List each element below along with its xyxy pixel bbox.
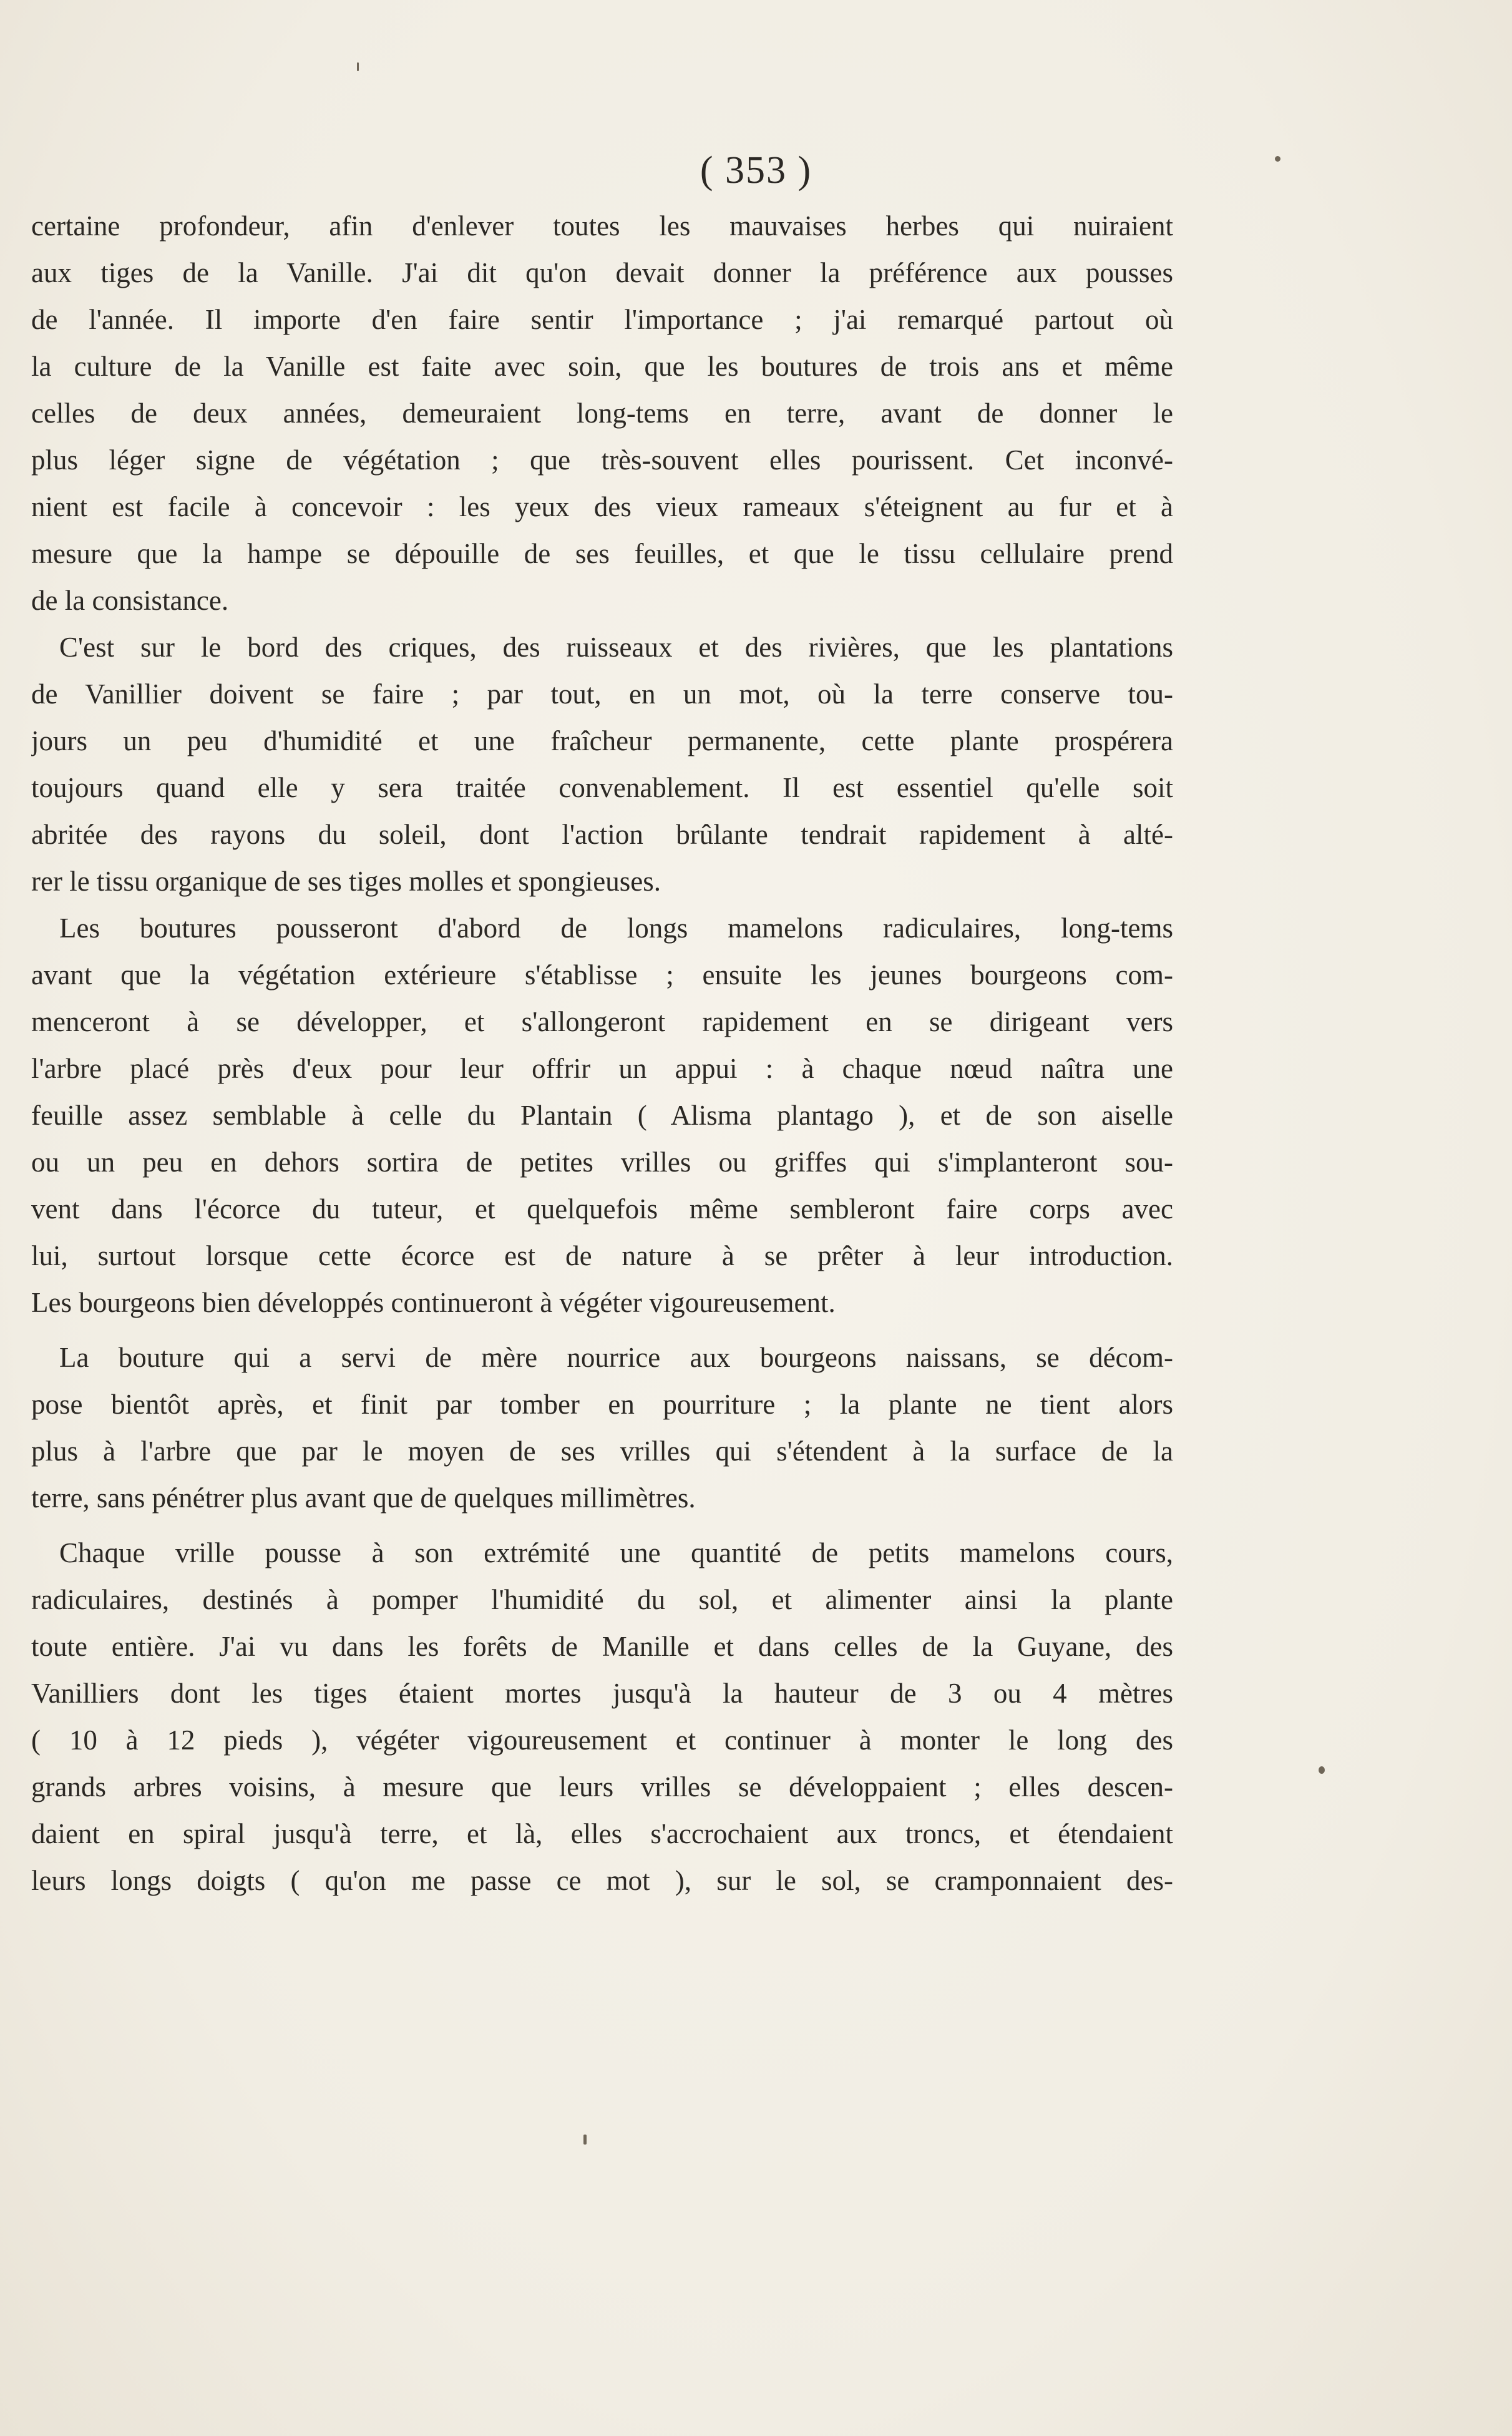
text-line: abritée des rayons du soleil, dont l'action brûlante tendrait rapidement à alté- <box>31 819 1173 850</box>
paragraph <box>31 624 1173 905</box>
text-line: daient en spiral jusqu'à terre, et là, elles s'accrochaient aux troncs, et étendaient <box>31 1818 1173 1849</box>
paper-speck <box>1275 156 1280 162</box>
text-line: plus léger signe de végétation ; que très-souvent elles pourissent. Cet inconvé- <box>31 444 1173 476</box>
text-line: de l'année. Il importe d'en faire sentir l'importance ; j'ai remarqué partout où <box>31 304 1173 335</box>
text-line: C'est sur le bord des criques, des ruisseaux et des rivières, que les plantations <box>59 632 1173 663</box>
text-line: terre, sans pénétrer plus avant que de quelques millimètres. <box>31 1482 696 1514</box>
text-line: nient est facile à concevoir : les yeux des vieux rameaux s'éteignent au fur et à <box>31 491 1173 522</box>
text-line: Chaque vrille pousse à son extrémité une quantité de petits mamelons cours, <box>59 1537 1173 1568</box>
text-line: grands arbres voisins, à mesure que leurs vrilles se développaient ; elles descen- <box>31 1771 1173 1803</box>
page-number: ( 353 ) <box>700 149 812 192</box>
text-line: rer le tissu organique de ses tiges molles et spongieuses. <box>31 866 661 897</box>
paragraph <box>31 905 1173 1326</box>
text-line: leurs longs doigts ( qu'on me passe ce mot ), sur le sol, se cramponnaient des- <box>31 1865 1173 1896</box>
text-line: Les boutures pousseront d'abord de longs mamelons radiculaires, long-tems <box>59 912 1173 944</box>
text-line: Vanilliers dont les tiges étaient mortes jusqu'à la hauteur de 3 ou 4 mètres <box>31 1678 1173 1709</box>
text-line: vent dans l'écorce du tuteur, et quelquefois même sembleront faire corps avec <box>31 1193 1173 1225</box>
text-line: l'arbre placé près d'eux pour leur offrir un appui : à chaque nœud naîtra une <box>31 1053 1173 1084</box>
paragraph <box>31 1334 1173 1522</box>
text-line: de la consistance. <box>31 585 229 616</box>
text-line: avant que la végétation extérieure s'établisse ; ensuite les jeunes bourgeons com- <box>31 959 1173 991</box>
text-line: lui, surtout lorsque cette écorce est de nature à se prêter à leur introduction. <box>31 1240 1173 1271</box>
paragraph <box>31 1530 1173 1904</box>
text-line: toute entière. J'ai vu dans les forêts de Manille et dans celles de la Guyane, des <box>31 1631 1173 1662</box>
paper-speck <box>583 2135 587 2145</box>
text-line: feuille assez semblable à celle du Plantain ( Alisma plantago ), et de son aiselle <box>31 1100 1173 1131</box>
text-line: menceront à se développer, et s'allongeront rapidement en se dirigeant vers <box>31 1006 1173 1037</box>
text-line: La bouture qui a servi de mère nourrice aux bourgeons naissans, se décom- <box>59 1342 1173 1373</box>
text-line: jours un peu d'humidité et une fraîcheur permanente, cette plante prospérera <box>31 725 1173 756</box>
text-line: pose bientôt après, et finit par tomber en pourriture ; la plante ne tient alors <box>31 1389 1173 1420</box>
paper-speck <box>357 62 359 71</box>
text-line: la culture de la Vanille est faite avec soin, que les boutures de trois ans et même <box>31 351 1173 382</box>
text-line: certaine profondeur, afin d'enlever toutes les mauvaises herbes qui nuiraient <box>31 210 1173 242</box>
body-text <box>31 203 1173 1904</box>
text-line: aux tiges de la Vanille. J'ai dit qu'on devait donner la préférence aux pousses <box>31 257 1173 288</box>
text-line: plus à l'arbre que par le moyen de ses vrilles qui s'étendent à la surface de la <box>31 1436 1173 1467</box>
text-line: de Vanillier doivent se faire ; par tout, en un mot, où la terre conserve tou- <box>31 678 1173 710</box>
paragraph <box>31 203 1173 624</box>
text-line: celles de deux années, demeuraient long-tems en terre, avant de donner le <box>31 398 1173 429</box>
text-line: Les bourgeons bien développés continueront à végéter vigoureusement. <box>31 1287 836 1318</box>
paper-speck <box>1319 1766 1325 1774</box>
text-line: ou un peu en dehors sortira de petites vrilles ou griffes qui s'implanteront sou- <box>31 1147 1173 1178</box>
text-line: radiculaires, destinés à pomper l'humidité du sol, et alimenter ainsi la plante <box>31 1584 1173 1615</box>
text-line: mesure que la hampe se dépouille de ses feuilles, et que le tissu cellulaire prend <box>31 538 1173 569</box>
text-line: toujours quand elle y sera traitée convenablement. Il est essentiel qu'elle soit <box>31 772 1173 803</box>
text-line: ( 10 à 12 pieds ), végéter vigoureusement et continuer à monter le long des <box>31 1724 1173 1756</box>
